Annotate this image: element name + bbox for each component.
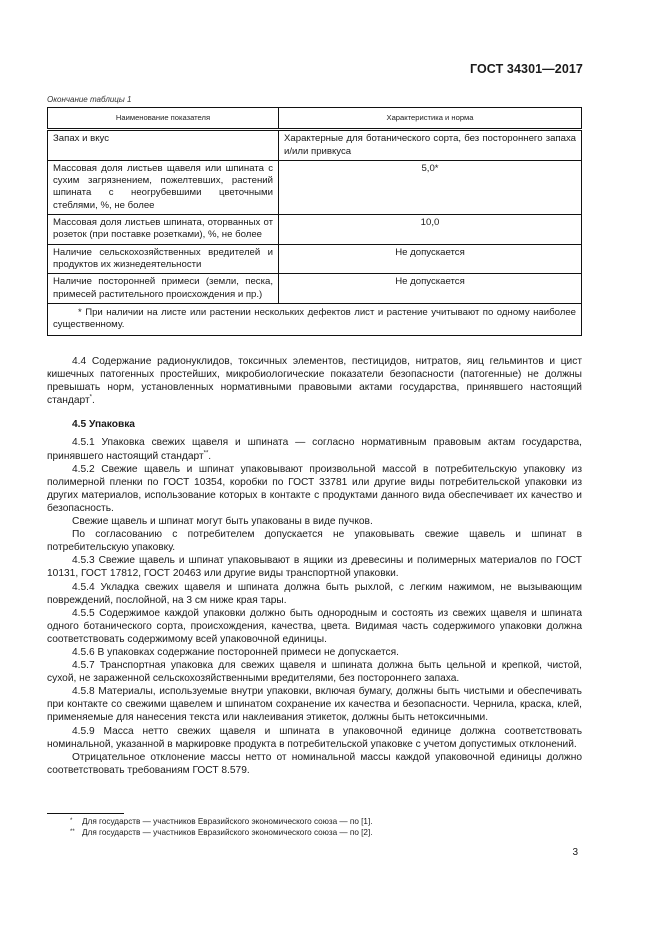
paragraph-4-5-1: 4.5.1 Упаковка свежих щавеля и шпината — согласно нормативным правовым актам государства, принявшего настоящий стандарт**. (47, 437, 582, 462)
footnote-mark: ** (70, 828, 75, 835)
table-note (48, 303, 582, 336)
paragraph-4-5-2: 4.5.2 Свежие щавель и шпинат упаковывают произвольной массой в потребительскую упаковку из полимерной пленки по ГОСТ 10354, коробки по ГОСТ 33781 или другие виды потребительской упаковки из других материалов, использование которых в контакте с продуктами данного вида обеспечивает их качество и безопасность. (47, 463, 582, 514)
indicator-cell: Массовая доля листьев шпината, оторванных от розеток (при поставке розетками), %, не более (48, 215, 279, 245)
column-header-norm: Характеристика и норма (279, 108, 582, 130)
norm-cell: Характерные для ботанического сорта, без постороннего запаха и/или привкуса (279, 130, 582, 161)
paragraph-4-5-2-agreement: По согласованию с потребителем допускается не упаковывать свежие щавель и шпинат в потребительскую упаковку. (47, 529, 582, 554)
section-heading-4-5: 4.5 Упаковка (72, 419, 135, 431)
indicator-cell: Наличие сельскохозяйственных вредителей и продуктов их жизнедеятельности (48, 244, 279, 274)
specification-table (47, 107, 582, 336)
paragraph-4-5-4: 4.5.4 Укладка свежих щавеля и шпината должна быть рыхлой, с легким нажимом, не вызывающим повреждений, послойной, на 3 см ниже края тары. (47, 581, 582, 606)
table-row (48, 274, 582, 304)
footnote-item (70, 828, 373, 839)
footnote-ref: * (89, 394, 92, 401)
table-row (48, 130, 582, 161)
table-row (48, 244, 582, 274)
paragraph-4-4: 4.4 Содержание радионуклидов, токсичных элементов, пестицидов, нитратов, яиц гельминтов и цист кишечных патогенных простейших, микробиологические показатели безопасности (патогенные) не должны превышать норм, установленных нормативными правовыми актами государства, принявшего настоящий стандарт*. (47, 356, 582, 407)
paragraph-4-5-7: 4.5.7 Транспортная упаковка для свежих щавеля и шпината должна быть цельной и крепкой, чистой, сухой, не зараженной сельскохозяйственными вредителями, без постороннего запаха. (47, 660, 582, 685)
norm-cell: 5,0* (279, 160, 582, 214)
norm-cell: Не допускается (279, 274, 582, 304)
footnote-ref: ** (203, 450, 209, 457)
paragraph-4-5-5: 4.5.5 Содержимое каждой упаковки должно быть однородным и состоять из свежих щавеля и шпината одного ботанического сорта, происхождения, качества, цвета. Видимая часть содержимого упаковки должна соответствовать содержимому всей упаковочной единицы. (47, 607, 582, 645)
paragraph-4-5-3: 4.5.3 Свежие щавель и шпинат упаковывают в ящики из древесины и полимерных материалов по ГОСТ 10131, ГОСТ 17812, ГОСТ 20463 или другие виды транспортной упаковки. (47, 555, 582, 580)
table-note-text: * При наличии на листе или растении нескольких дефектов лист и растение учитывают по одному наиболее существенному. (53, 306, 576, 331)
footnote-item (70, 817, 373, 828)
paragraph-4-5-2-bunches: Свежие щавель и шпинат могут быть упакованы в виде пучков. (72, 516, 373, 528)
table-row (48, 215, 582, 245)
document-code: ГОСТ 34301—2017 (469, 62, 583, 76)
table-note-row (48, 303, 582, 336)
paragraph-4-5-9-deviation: Отрицательное отклонение массы нетто от номинальной массы каждой упаковочной единицы должно соответствовать требованиям ГОСТ 8.579. (47, 751, 582, 776)
body-text (47, 355, 582, 777)
footnote-divider (47, 813, 124, 814)
norm-cell: Не допускается (279, 244, 582, 274)
indicator-cell: Массовая доля листьев щавеля или шпината с сухим загрязнением, пожелтевших, растений шпината с неогрубевшими цветочными стеблями, %, не более (48, 160, 279, 214)
footnote-text: Для государств — участников Евразийского экономического союза — по [2]. (82, 827, 373, 837)
footnotes (70, 817, 373, 838)
page-number: 3 (572, 847, 578, 858)
column-header-indicator: Наименование показателя (48, 108, 279, 130)
footnote-mark: * (70, 818, 73, 824)
paragraph-4-5-8: 4.5.8 Материалы, используемые внутри упаковки, включая бумагу, должны быть чистыми и обеспечивать при контакте со свежими щавелем и шпинатом сохранение их качества и безопасности. Чернила, краска, клей, применяемые для нанесения текста или наклеивания этикеток, должны быть нетоксичными. (47, 686, 582, 724)
table-header-row (48, 108, 582, 130)
norm-cell: 10,0 (279, 215, 582, 245)
indicator-cell: Наличие посторонней примеси (земли, песка, примесей растительного происхождения и пр.) (48, 274, 279, 304)
indicator-cell: Запах и вкус (48, 130, 279, 161)
paragraph-4-5-6: 4.5.6 В упаковках содержание посторонней примеси не допускается. (72, 646, 399, 658)
footnote-text: Для государств — участников Евразийского экономического союза — по [1]. (82, 817, 373, 826)
paragraph-4-5-9: 4.5.9 Масса нетто свежих щавеля и шпината в упаковочной единице должна соответствовать номинальной, указанной в маркировке продукта в потребительской упаковке с учетом допустимых отклонений. (47, 725, 582, 750)
table-row (48, 160, 582, 214)
table-caption: Окончание таблицы 1 (47, 95, 132, 104)
